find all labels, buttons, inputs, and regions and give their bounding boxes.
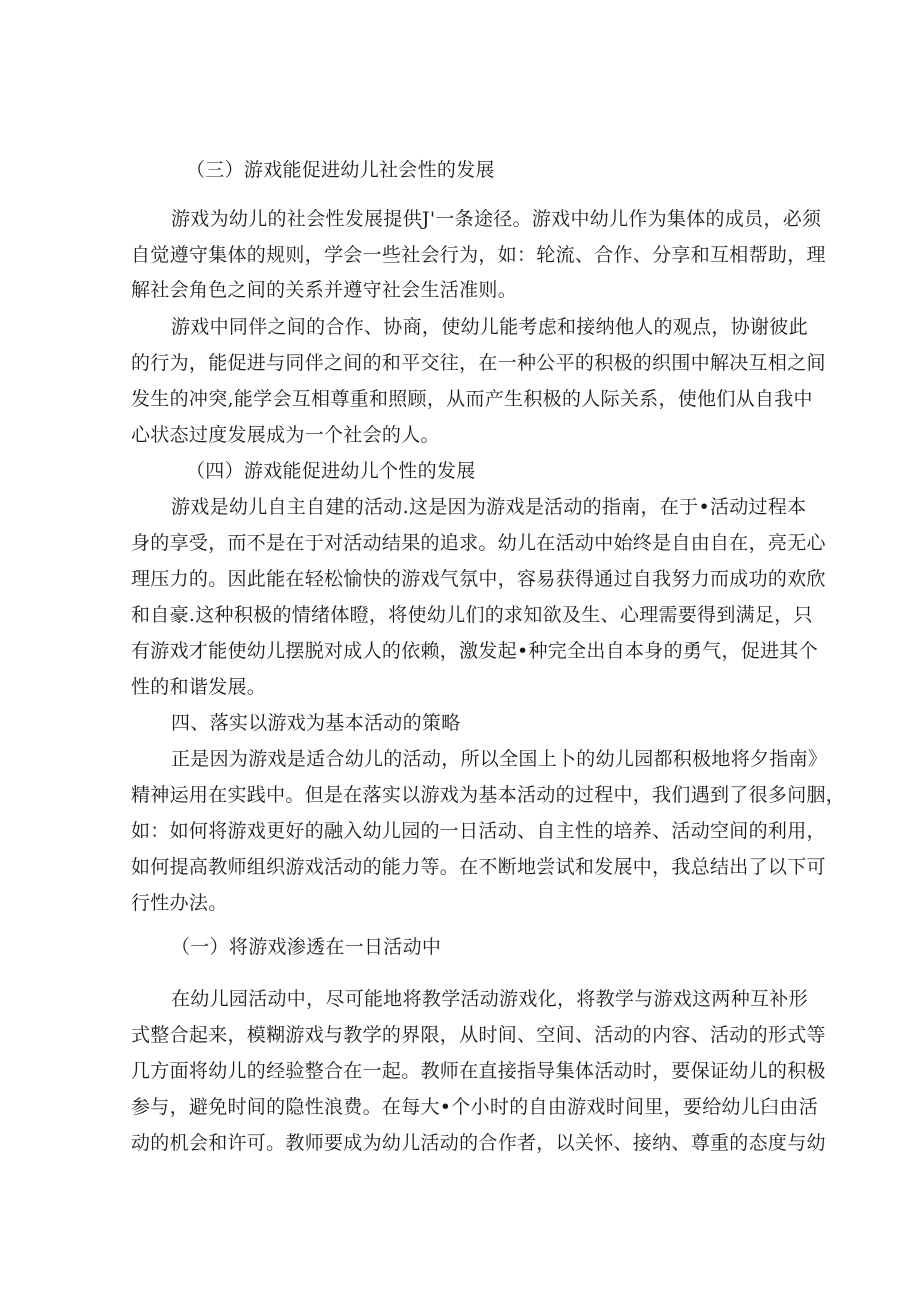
- paragraph-line: 性的和谐发展。: [131, 676, 267, 698]
- subsection-heading-1: （一）将游戏渗透在一日活动中: [171, 936, 442, 958]
- paragraph-line: 有游戏才能使幼儿摆脱对成人的依赖，激发起•种完全出自本身的勇气，促进其个: [131, 640, 819, 662]
- part-heading-4: 四、落实以游戏为基本活动的策略: [171, 712, 461, 734]
- paragraph-line: 如何提高教师组织游戏活动的能力等。在不断地尝试和发展中，我总结出了以下可: [131, 856, 826, 878]
- paragraph-line: 游戏是幼儿自主自建的活动.这是因为游戏是活动的指南，在于•活动过程本: [171, 496, 807, 518]
- section-heading-4: （四）游戏能促进幼儿个性的发展: [186, 460, 476, 482]
- paragraph-line: 在幼儿园活动中，尽可能地将教学活动游戏化，将教学与游戏这两种互补形: [171, 988, 808, 1010]
- paragraph-line: 理压力的。因此能在轻松愉快的游戏气氛中，容易获得通过自我努力而成功的欢欣: [131, 568, 826, 590]
- paragraph-line: 的行为，能促进与同伴之间的和平交往，在一种公平的积极的织围中解决互相之间: [131, 352, 826, 374]
- paragraph-line: 精神运用在实践中。但是在落实以游戏为基本活动的过程中，我们遇到了很多问胭，: [131, 784, 846, 806]
- paragraph-line: 自觉遵守集体的规则，学会一些社会行为，如：轮流、合作、分享和互相帮助，理: [131, 244, 826, 266]
- paragraph-line: 身的享受，而不是在于对活动结果的追求。幼儿在活动中始终是自由自在，亮无心: [131, 532, 826, 554]
- paragraph-line: 解社会角色之间的关系并遵守社会生活准则。: [131, 279, 518, 301]
- paragraph-line: 行性办法。: [131, 892, 228, 914]
- paragraph-line: 游戏中同伴之间的合作、协商，使幼儿能考虑和接纳他人的观点，协谢彼此: [171, 316, 808, 338]
- paragraph-line: 几方面将幼儿的经验整合在一起。教师在直接指导集体活动时，要保证幼儿的积极: [131, 1060, 826, 1082]
- paragraph-line: 心状态过度发展成为一个社会的人。: [131, 424, 440, 446]
- paragraph-line: 参与，避免时间的隐性浪费。在每大•个小时的自由游戏时间里，要给幼儿臼由活: [131, 1096, 819, 1118]
- paragraph-line: 动的机会和许可。教师要成为幼儿活动的合作者，以关怀、接纳、尊重的态度与幼: [131, 1132, 826, 1154]
- paragraph-line: 游戏为幼儿的社会性发展提供J'一条途径。游戏中幼儿作为集体的成员，必须: [171, 208, 822, 230]
- paragraph-line: 发生的冲突,能学会互相尊重和照顾，从而产生积极的人际关系，使他们从自我中: [131, 388, 813, 410]
- section-heading-3: （三）游戏能促进幼儿社会性的发展: [186, 159, 495, 181]
- paragraph-line: 式整合起来，模糊游戏与教学的界限，从时间、空间、活动的内容、活动的形式等: [131, 1024, 826, 1046]
- paragraph-line: 如：如何将游戏更好的融入幼儿园的一日活动、自主性的培养、活动空间的利用，: [131, 820, 826, 842]
- paragraph-line: 正是因为游戏是适合幼儿的活动，所以全国上卜的幼儿园都积极地将夕指南》: [171, 748, 828, 770]
- paragraph-line: 和自豪.这种积极的情绪体瞪，将使幼儿们的求知欲及生、心理需要得到满足，只: [131, 604, 813, 626]
